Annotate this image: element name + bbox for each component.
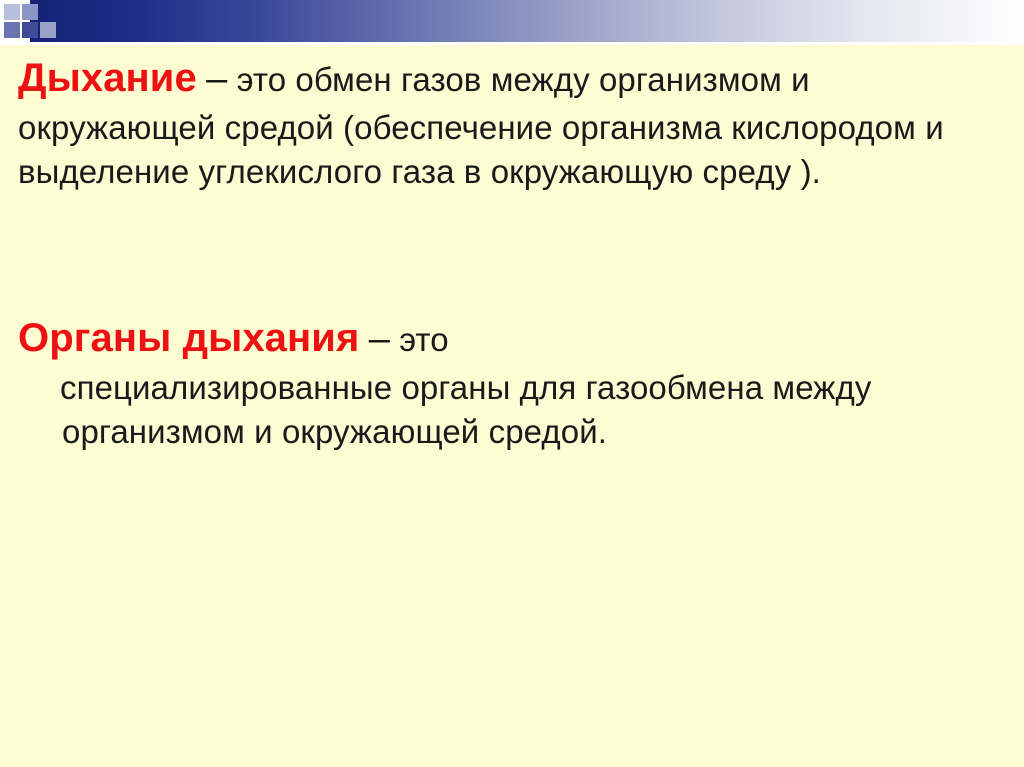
band-bottom-edge bbox=[0, 42, 1024, 45]
decorative-square bbox=[22, 4, 38, 20]
decorative-square bbox=[4, 4, 20, 20]
decorative-square bbox=[22, 22, 38, 38]
vertical-spacer bbox=[14, 194, 1010, 312]
definition-dash: – bbox=[206, 58, 228, 100]
decorative-square bbox=[40, 22, 56, 38]
definition-respiratory-organs bbox=[14, 312, 1010, 454]
header-decorative-band bbox=[0, 0, 1024, 42]
definition-term-respiratory-organs: Органы дыхания bbox=[18, 316, 360, 361]
definition-term-breathing: Дыхание bbox=[18, 56, 197, 100]
slide-content bbox=[0, 52, 1024, 454]
definition-lead-respiratory-organs: это bbox=[399, 321, 449, 359]
decorative-square bbox=[4, 22, 20, 38]
definition-body-respiratory-organs: специализированные органы для газообмена между организмом и окружающей средой. bbox=[60, 368, 872, 450]
definition-dash: – bbox=[368, 318, 390, 361]
definition-body-breathing: это обмен газов между организмом и окружающей средой (обеспечение организма кислородом и выделение углекислого газа в окружающую среду ). bbox=[18, 61, 944, 190]
definition-breathing bbox=[14, 52, 1010, 194]
